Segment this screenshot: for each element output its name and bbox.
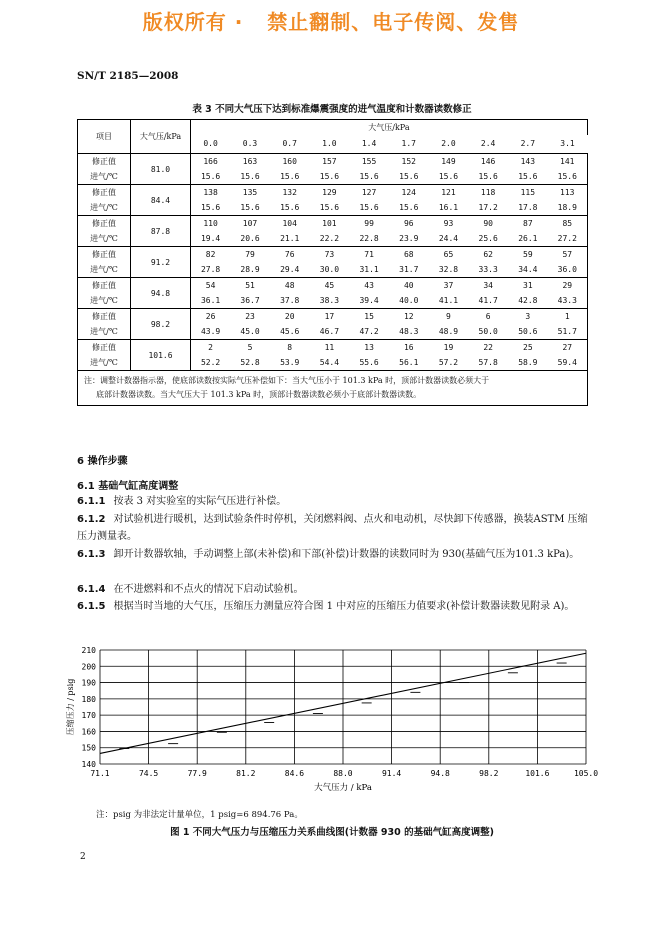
intake-temperature-value: 15.6	[389, 169, 429, 185]
item-6-1-4	[77, 581, 589, 598]
item-text: 卸开计数器软轴，手动调整上部(未补偿)和下部(补偿)计数器的读数同时为 930(基础气压为101.3 kPa)。	[113, 549, 580, 560]
correction-value: 31	[508, 278, 548, 294]
x-tick-label: 81.2	[236, 769, 256, 778]
header-pressure-value: 2.0	[429, 135, 469, 154]
correction-value: 59	[508, 247, 548, 263]
section-6-title: 6 操作步骤	[77, 456, 128, 467]
section-6-1-title: 6.1 基础气缸高度调整	[77, 481, 179, 492]
intake-temperature-value: 15.6	[468, 169, 508, 185]
x-tick-label: 101.6	[525, 769, 550, 778]
intake-temperature-value: 15.6	[508, 169, 548, 185]
table-row	[78, 309, 588, 325]
x-tick-label: 74.5	[138, 769, 159, 778]
row-label-temperature: 进气/℃	[78, 200, 131, 216]
intake-temperature-value: 33.3	[468, 262, 508, 278]
correction-value: 110	[191, 216, 231, 232]
row-pressure: 87.8	[131, 216, 191, 247]
correction-value: 96	[389, 216, 429, 232]
correction-value: 160	[270, 154, 310, 170]
correction-value: 82	[191, 247, 231, 263]
intake-temperature-value: 30.0	[310, 262, 350, 278]
row-label-correction: 修正值	[78, 340, 131, 356]
intake-temperature-value: 22.8	[349, 231, 389, 247]
item-number: 6.1.2	[77, 514, 106, 525]
x-axis-label: 大气压力 / kPa	[314, 783, 372, 793]
correction-value: 124	[389, 185, 429, 201]
intake-temperature-value: 45.0	[230, 324, 270, 340]
intake-temperature-value: 15.6	[349, 200, 389, 216]
intake-temperature-value: 39.4	[349, 293, 389, 309]
intake-temperature-value: 48.3	[389, 324, 429, 340]
correction-value: 76	[270, 247, 310, 263]
intake-temperature-value: 15.6	[310, 169, 350, 185]
x-tick-label: 94.8	[430, 769, 450, 778]
header-pressure-span: 大气压/kPa	[191, 120, 588, 136]
row-pressure: 98.2	[131, 309, 191, 340]
intake-temperature-value: 58.9	[508, 355, 548, 371]
correction-value: 16	[389, 340, 429, 356]
correction-value: 17	[310, 309, 350, 325]
intake-temperature-value: 23.9	[389, 231, 429, 247]
row-label-temperature: 进气/℃	[78, 231, 131, 247]
row-label-temperature: 进气/℃	[78, 169, 131, 185]
item-number: 6.1.3	[77, 549, 106, 560]
x-tick-label: 105.0	[573, 769, 599, 778]
correction-value: 25	[508, 340, 548, 356]
item-6-1-1	[77, 493, 589, 510]
intake-temperature-value: 45.6	[270, 324, 310, 340]
intake-temperature-value: 48.9	[429, 324, 469, 340]
correction-value: 11	[310, 340, 350, 356]
page-number: 2	[80, 852, 86, 862]
correction-value: 27	[548, 340, 588, 356]
intake-temperature-value: 19.4	[191, 231, 231, 247]
correction-value: 104	[270, 216, 310, 232]
correction-value: 138	[191, 185, 231, 201]
correction-value: 118	[468, 185, 508, 201]
correction-value: 54	[191, 278, 231, 294]
table-row	[78, 154, 588, 170]
intake-temperature-value: 57.2	[429, 355, 469, 371]
row-label-temperature: 进气/℃	[78, 324, 131, 340]
row-label-correction: 修正值	[78, 154, 131, 170]
correction-value: 29	[548, 278, 588, 294]
intake-temperature-value: 43.9	[191, 324, 231, 340]
correction-value: 43	[349, 278, 389, 294]
item-6-1-5	[77, 598, 589, 615]
intake-temperature-value: 43.3	[548, 293, 588, 309]
intake-temperature-value: 46.7	[310, 324, 350, 340]
correction-value: 71	[349, 247, 389, 263]
row-label-correction: 修正值	[78, 278, 131, 294]
y-tick-label: 140	[81, 760, 96, 769]
intake-temperature-value: 51.7	[548, 324, 588, 340]
intake-temperature-value: 50.0	[468, 324, 508, 340]
row-pressure: 101.6	[131, 340, 191, 371]
correction-value: 107	[230, 216, 270, 232]
intake-temperature-value: 20.6	[230, 231, 270, 247]
header-pressure-value: 2.7	[508, 135, 548, 154]
correction-value: 68	[389, 247, 429, 263]
intake-temperature-value: 41.7	[468, 293, 508, 309]
item-text: 根据当时当地的大气压，压缩压力测量应符合图 1 中对应的压缩压力值要求(补偿计数器读数见附录 A)。	[113, 601, 575, 612]
intake-temperature-value: 17.8	[508, 200, 548, 216]
table-row	[78, 278, 588, 294]
correction-value: 57	[548, 247, 588, 263]
table-row	[78, 185, 588, 201]
correction-value: 152	[389, 154, 429, 170]
item-text: 在不进燃料和不点火的情况下启动试验机。	[113, 584, 304, 595]
intake-temperature-value: 41.1	[429, 293, 469, 309]
correction-value: 12	[389, 309, 429, 325]
intake-temperature-value: 18.9	[548, 200, 588, 216]
pressure-chart	[60, 644, 600, 804]
intake-temperature-value: 34.4	[508, 262, 548, 278]
intake-temperature-value: 15.6	[191, 169, 231, 185]
table-caption: 表 3 不同大气压下达到标准爆震强度的进气温度和计数器读数修正	[192, 104, 472, 115]
intake-temperature-value: 15.6	[191, 200, 231, 216]
correction-value: 65	[429, 247, 469, 263]
copyright-watermark: 版权所有 · 禁止翻制、电子传阅、发售	[142, 10, 520, 34]
correction-value: 13	[349, 340, 389, 356]
correction-value: 20	[270, 309, 310, 325]
intake-temperature-value: 27.8	[191, 262, 231, 278]
intake-temperature-value: 15.6	[270, 200, 310, 216]
x-tick-label: 77.9	[187, 769, 207, 778]
row-label-correction: 修正值	[78, 309, 131, 325]
correction-value: 2	[191, 340, 231, 356]
header-pressure-value: 0.7	[270, 135, 310, 154]
y-tick-label: 170	[81, 711, 96, 721]
correction-value: 19	[429, 340, 469, 356]
row-label-correction: 修正值	[78, 247, 131, 263]
correction-value: 132	[270, 185, 310, 201]
correction-value: 1	[548, 309, 588, 325]
correction-value: 5	[230, 340, 270, 356]
correction-value: 90	[468, 216, 508, 232]
x-tick-label: 91.4	[381, 769, 402, 778]
correction-value: 37	[429, 278, 469, 294]
x-tick-label: 88.0	[333, 769, 353, 778]
intake-temperature-value: 15.6	[270, 169, 310, 185]
header-pressure-value: 0.3	[230, 135, 270, 154]
intake-temperature-value: 15.6	[389, 200, 429, 216]
correction-value: 87	[508, 216, 548, 232]
item-text: 对试验机进行暖机，达到试验条件时停机，关闭燃料阀、点火和电动机，尽快卸下传感器，换装ASTM 压缩压力测量表。	[77, 514, 588, 542]
correction-value: 34	[468, 278, 508, 294]
correction-value: 115	[508, 185, 548, 201]
intake-temperature-value: 40.0	[389, 293, 429, 309]
correction-value: 22	[468, 340, 508, 356]
y-tick-label: 160	[81, 727, 96, 737]
intake-temperature-value: 15.6	[310, 200, 350, 216]
table-header-row	[78, 120, 588, 136]
intake-temperature-value: 59.4	[548, 355, 588, 371]
correction-value: 121	[429, 185, 469, 201]
y-tick-label: 180	[81, 694, 96, 704]
x-tick-label: 84.6	[284, 769, 305, 778]
correction-value: 101	[310, 216, 350, 232]
y-tick-label: 200	[81, 662, 96, 672]
row-pressure: 91.2	[131, 247, 191, 278]
row-pressure: 94.8	[131, 278, 191, 309]
correction-value: 163	[230, 154, 270, 170]
correction-value: 141	[548, 154, 588, 170]
header-pressure: 大气压/kPa	[131, 120, 191, 154]
table-note-line: 底部计数器读数。当大气压大于 101.3 kPa 时，顶部计数器读数必须小于底部计数器读数。	[96, 390, 422, 399]
intake-temperature-value: 17.2	[468, 200, 508, 216]
row-label-temperature: 进气/℃	[78, 355, 131, 371]
item-6-1-3	[77, 546, 589, 563]
intake-temperature-value: 15.6	[230, 200, 270, 216]
row-pressure: 81.0	[131, 154, 191, 185]
correction-value: 45	[310, 278, 350, 294]
correction-value: 9	[429, 309, 469, 325]
item-number: 6.1.5	[77, 601, 106, 612]
correction-value: 135	[230, 185, 270, 201]
row-label-temperature: 进气/℃	[78, 293, 131, 309]
correction-value: 93	[429, 216, 469, 232]
correction-value: 79	[230, 247, 270, 263]
y-tick-label: 190	[81, 678, 96, 688]
item-number: 6.1.4	[77, 584, 106, 595]
intake-temperature-value: 56.1	[389, 355, 429, 371]
intake-temperature-value: 42.8	[508, 293, 548, 309]
correction-value: 3	[508, 309, 548, 325]
header-pressure-value: 3.1	[548, 135, 588, 154]
correction-value: 127	[349, 185, 389, 201]
x-tick-label: 98.2	[479, 769, 499, 778]
correction-value: 40	[389, 278, 429, 294]
correction-value: 48	[270, 278, 310, 294]
header-pressure-value: 1.4	[349, 135, 389, 154]
intake-temperature-value: 25.6	[468, 231, 508, 247]
item-number: 6.1.1	[77, 496, 106, 507]
intake-temperature-value: 37.8	[270, 293, 310, 309]
row-label-temperature: 进气/℃	[78, 262, 131, 278]
correction-value: 157	[310, 154, 350, 170]
x-tick-label: 71.1	[90, 769, 110, 778]
intake-temperature-value: 54.4	[310, 355, 350, 371]
y-tick-label: 150	[81, 743, 96, 753]
intake-temperature-value: 52.8	[230, 355, 270, 371]
figure-caption: 图 1 不同大气压力与压缩压力关系曲线图(计数器 930 的基础气缸高度调整)	[170, 827, 494, 838]
correction-value: 166	[191, 154, 231, 170]
table-row	[78, 247, 588, 263]
intake-temperature-value: 15.6	[429, 169, 469, 185]
header-pressure-value: 1.0	[310, 135, 350, 154]
header-pressure-value: 0.0	[191, 135, 231, 154]
intake-temperature-value: 27.2	[548, 231, 588, 247]
table-note-row	[78, 371, 588, 406]
correction-value: 113	[548, 185, 588, 201]
y-tick-label: 210	[81, 646, 96, 655]
correction-value: 143	[508, 154, 548, 170]
intake-temperature-value: 47.2	[349, 324, 389, 340]
header-pressure-value: 1.7	[389, 135, 429, 154]
intake-temperature-value: 15.6	[548, 169, 588, 185]
row-pressure: 84.4	[131, 185, 191, 216]
intake-temperature-value: 15.6	[349, 169, 389, 185]
table-note-line: 注：调整计数器指示器，使底部读数按实际气压补偿如下：当大气压小于 101.3 kPa 时，顶部计数器读数必须大于	[84, 376, 490, 385]
item-6-1-2	[77, 511, 589, 545]
y-axis-label: 压缩压力 / psig	[66, 678, 75, 736]
table-note	[78, 371, 588, 406]
correction-value: 155	[349, 154, 389, 170]
correction-value: 85	[548, 216, 588, 232]
standard-number: SN/T 2185—2008	[77, 70, 179, 82]
intake-temperature-value: 57.8	[468, 355, 508, 371]
correction-value: 146	[468, 154, 508, 170]
intake-temperature-value: 29.4	[270, 262, 310, 278]
intake-temperature-value: 50.6	[508, 324, 548, 340]
intake-temperature-value: 24.4	[429, 231, 469, 247]
correction-value: 26	[191, 309, 231, 325]
correction-value: 149	[429, 154, 469, 170]
intake-temperature-value: 36.1	[191, 293, 231, 309]
correction-table	[77, 119, 588, 406]
intake-temperature-value: 21.1	[270, 231, 310, 247]
intake-temperature-value: 26.1	[508, 231, 548, 247]
table-row	[78, 216, 588, 232]
intake-temperature-value: 55.6	[349, 355, 389, 371]
intake-temperature-value: 53.9	[270, 355, 310, 371]
row-label-correction: 修正值	[78, 216, 131, 232]
intake-temperature-value: 38.3	[310, 293, 350, 309]
table-row	[78, 340, 588, 356]
correction-value: 15	[349, 309, 389, 325]
intake-temperature-value: 31.7	[389, 262, 429, 278]
intake-temperature-value: 22.2	[310, 231, 350, 247]
row-label-correction: 修正值	[78, 185, 131, 201]
figure-note: 注：psig 为非法定计量单位，1 psig=6 894.76 Pa。	[96, 810, 303, 820]
correction-value: 6	[468, 309, 508, 325]
intake-temperature-value: 32.8	[429, 262, 469, 278]
intake-temperature-value: 36.0	[548, 262, 588, 278]
intake-temperature-value: 36.7	[230, 293, 270, 309]
correction-value: 8	[270, 340, 310, 356]
correction-value: 99	[349, 216, 389, 232]
intake-temperature-value: 52.2	[191, 355, 231, 371]
correction-value: 23	[230, 309, 270, 325]
intake-temperature-value: 28.9	[230, 262, 270, 278]
item-text: 按表 3 对实验室的实际气压进行补偿。	[113, 496, 287, 507]
intake-temperature-value: 16.1	[429, 200, 469, 216]
correction-value: 73	[310, 247, 350, 263]
header-item: 项目	[78, 120, 131, 154]
correction-value: 129	[310, 185, 350, 201]
header-pressure-value: 2.4	[468, 135, 508, 154]
correction-value: 62	[468, 247, 508, 263]
intake-temperature-value: 15.6	[230, 169, 270, 185]
correction-value: 51	[230, 278, 270, 294]
intake-temperature-value: 31.1	[349, 262, 389, 278]
